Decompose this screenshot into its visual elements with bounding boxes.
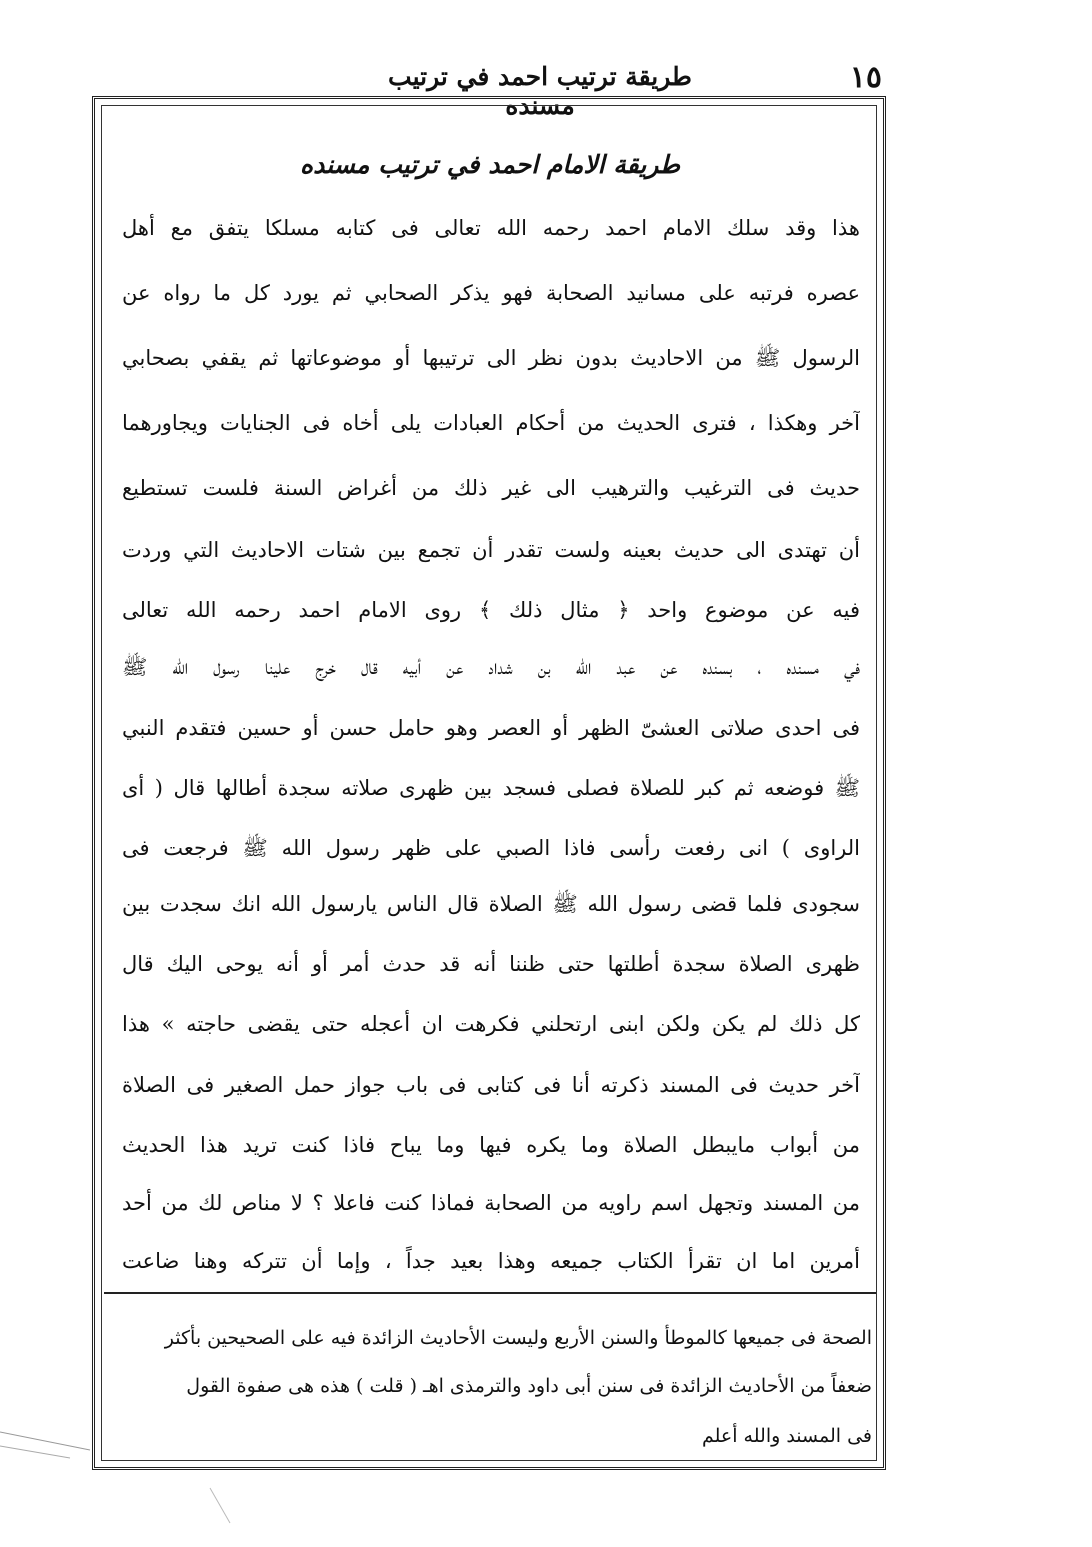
body-line: آخر حديث فى المسند ذكرته أنا فى كتابى فى باب جواز حمل الصغير فى الصلاة xyxy=(122,1073,860,1097)
body-line: الراوى ) انى رفعت رأسى فاذا الصبي على ظهر رسول الله ﷺ فرجعت فى xyxy=(122,836,860,860)
footnote-line: ضعفاً من الأحاديث الزائدة فى سنن أبى داود والترمذى اهـ ( قلت ) هذه هى صفوة القول xyxy=(186,1375,872,1397)
body-line: حديث فى الترغيب والترهيب الى غير ذلك من أغراض السنة فلست تستطيع xyxy=(122,476,860,500)
body-line: الرسول ﷺ من الاحاديث بدون نظر الى ترتيبها أو موضوعاتها ثم يقفي بصحابي xyxy=(122,346,860,370)
body-line: عصره فرتبه على مسانيد الصحابة فهو يذكر الصحابي ثم يورد كل ما رواه عن xyxy=(122,281,860,305)
body-line: هذا وقد سلك الامام احمد رحمه الله تعالى فى كتابه مسلكا يتفق مع أهل xyxy=(122,216,860,240)
body-line: فيه عن موضوع واحد ﴿ مثال ذلك ﴾ روى الامام احمد رحمه الله تعالى xyxy=(122,598,860,622)
body-line: ﷺ فوضعه ثم كبر للصلاة فصلى فسجد بين ظهرى صلاته سجدة أطالها قال ( أى xyxy=(122,776,860,800)
body-line: فى احدى صلاتى العشىّ الظهر أو العصر وهو حامل حسن أو حسين فتقدم النبي xyxy=(122,716,860,740)
footnote-divider xyxy=(104,1292,876,1294)
body-line: من أبواب مايبطل الصلاة وما يكره فيها وما يباح فاذا كنت تريد هذا الحديث xyxy=(122,1133,860,1157)
scan-artifact-lines xyxy=(0,1428,1092,1528)
body-line: سجودى فلما قضى رسول الله ﷺ الصلاة قال الناس يارسول الله انك سجدت بين xyxy=(122,892,860,916)
body-line: في مسنده ، بسنده عن عبد الله بن شداد عن أبيه قال خرج علينا رسول الله ﷺ xyxy=(122,655,860,679)
body-line: ظهرى الصلاة سجدة أطلتها حتى ظننا أنه قد حدث أمر أو أنه يوحى اليك قال xyxy=(122,952,860,976)
footnote-line: فى المسند والله أعلم xyxy=(701,1425,872,1447)
body-line: كل ذلك لم يكن ولكن ابنى ارتحلني فكرهت ان أعجله حتى يقضى حاجته » هذا xyxy=(122,1012,860,1036)
body-line: أمرين اما ان تقرأ الكتاب جميعه وهذا بعيد جداً ، وإما أن تتركه وهنا ضاعت xyxy=(122,1249,860,1273)
body-line: أن تهتدى الى حديث بعينه ولست تقدر أن تجمع بين شتات الاحاديث التي وردت xyxy=(122,538,860,562)
body-line: آخر وهكذا ، فترى الحديث من أحكام العبادات يلى أخاه فى الجنايات ويجاورهما xyxy=(122,411,860,435)
section-heading: طريقة الامام احمد في ترتيب مسنده xyxy=(300,150,680,179)
footnote-line: الصحة فى جميعها كالموطأ والسنن الأربع وليست الأحاديث الزائدة فيه على الصحيحين بأكثر xyxy=(164,1327,872,1349)
running-title: طريقة ترتيب احمد في ترتيب مسنده xyxy=(388,62,692,120)
page-number: ١٥ xyxy=(849,60,882,95)
body-line: من المسند وتجهل اسم راويه من الصحابة فماذا كنت فاعلا ؟ لا مناص لك من أحد xyxy=(122,1191,860,1215)
